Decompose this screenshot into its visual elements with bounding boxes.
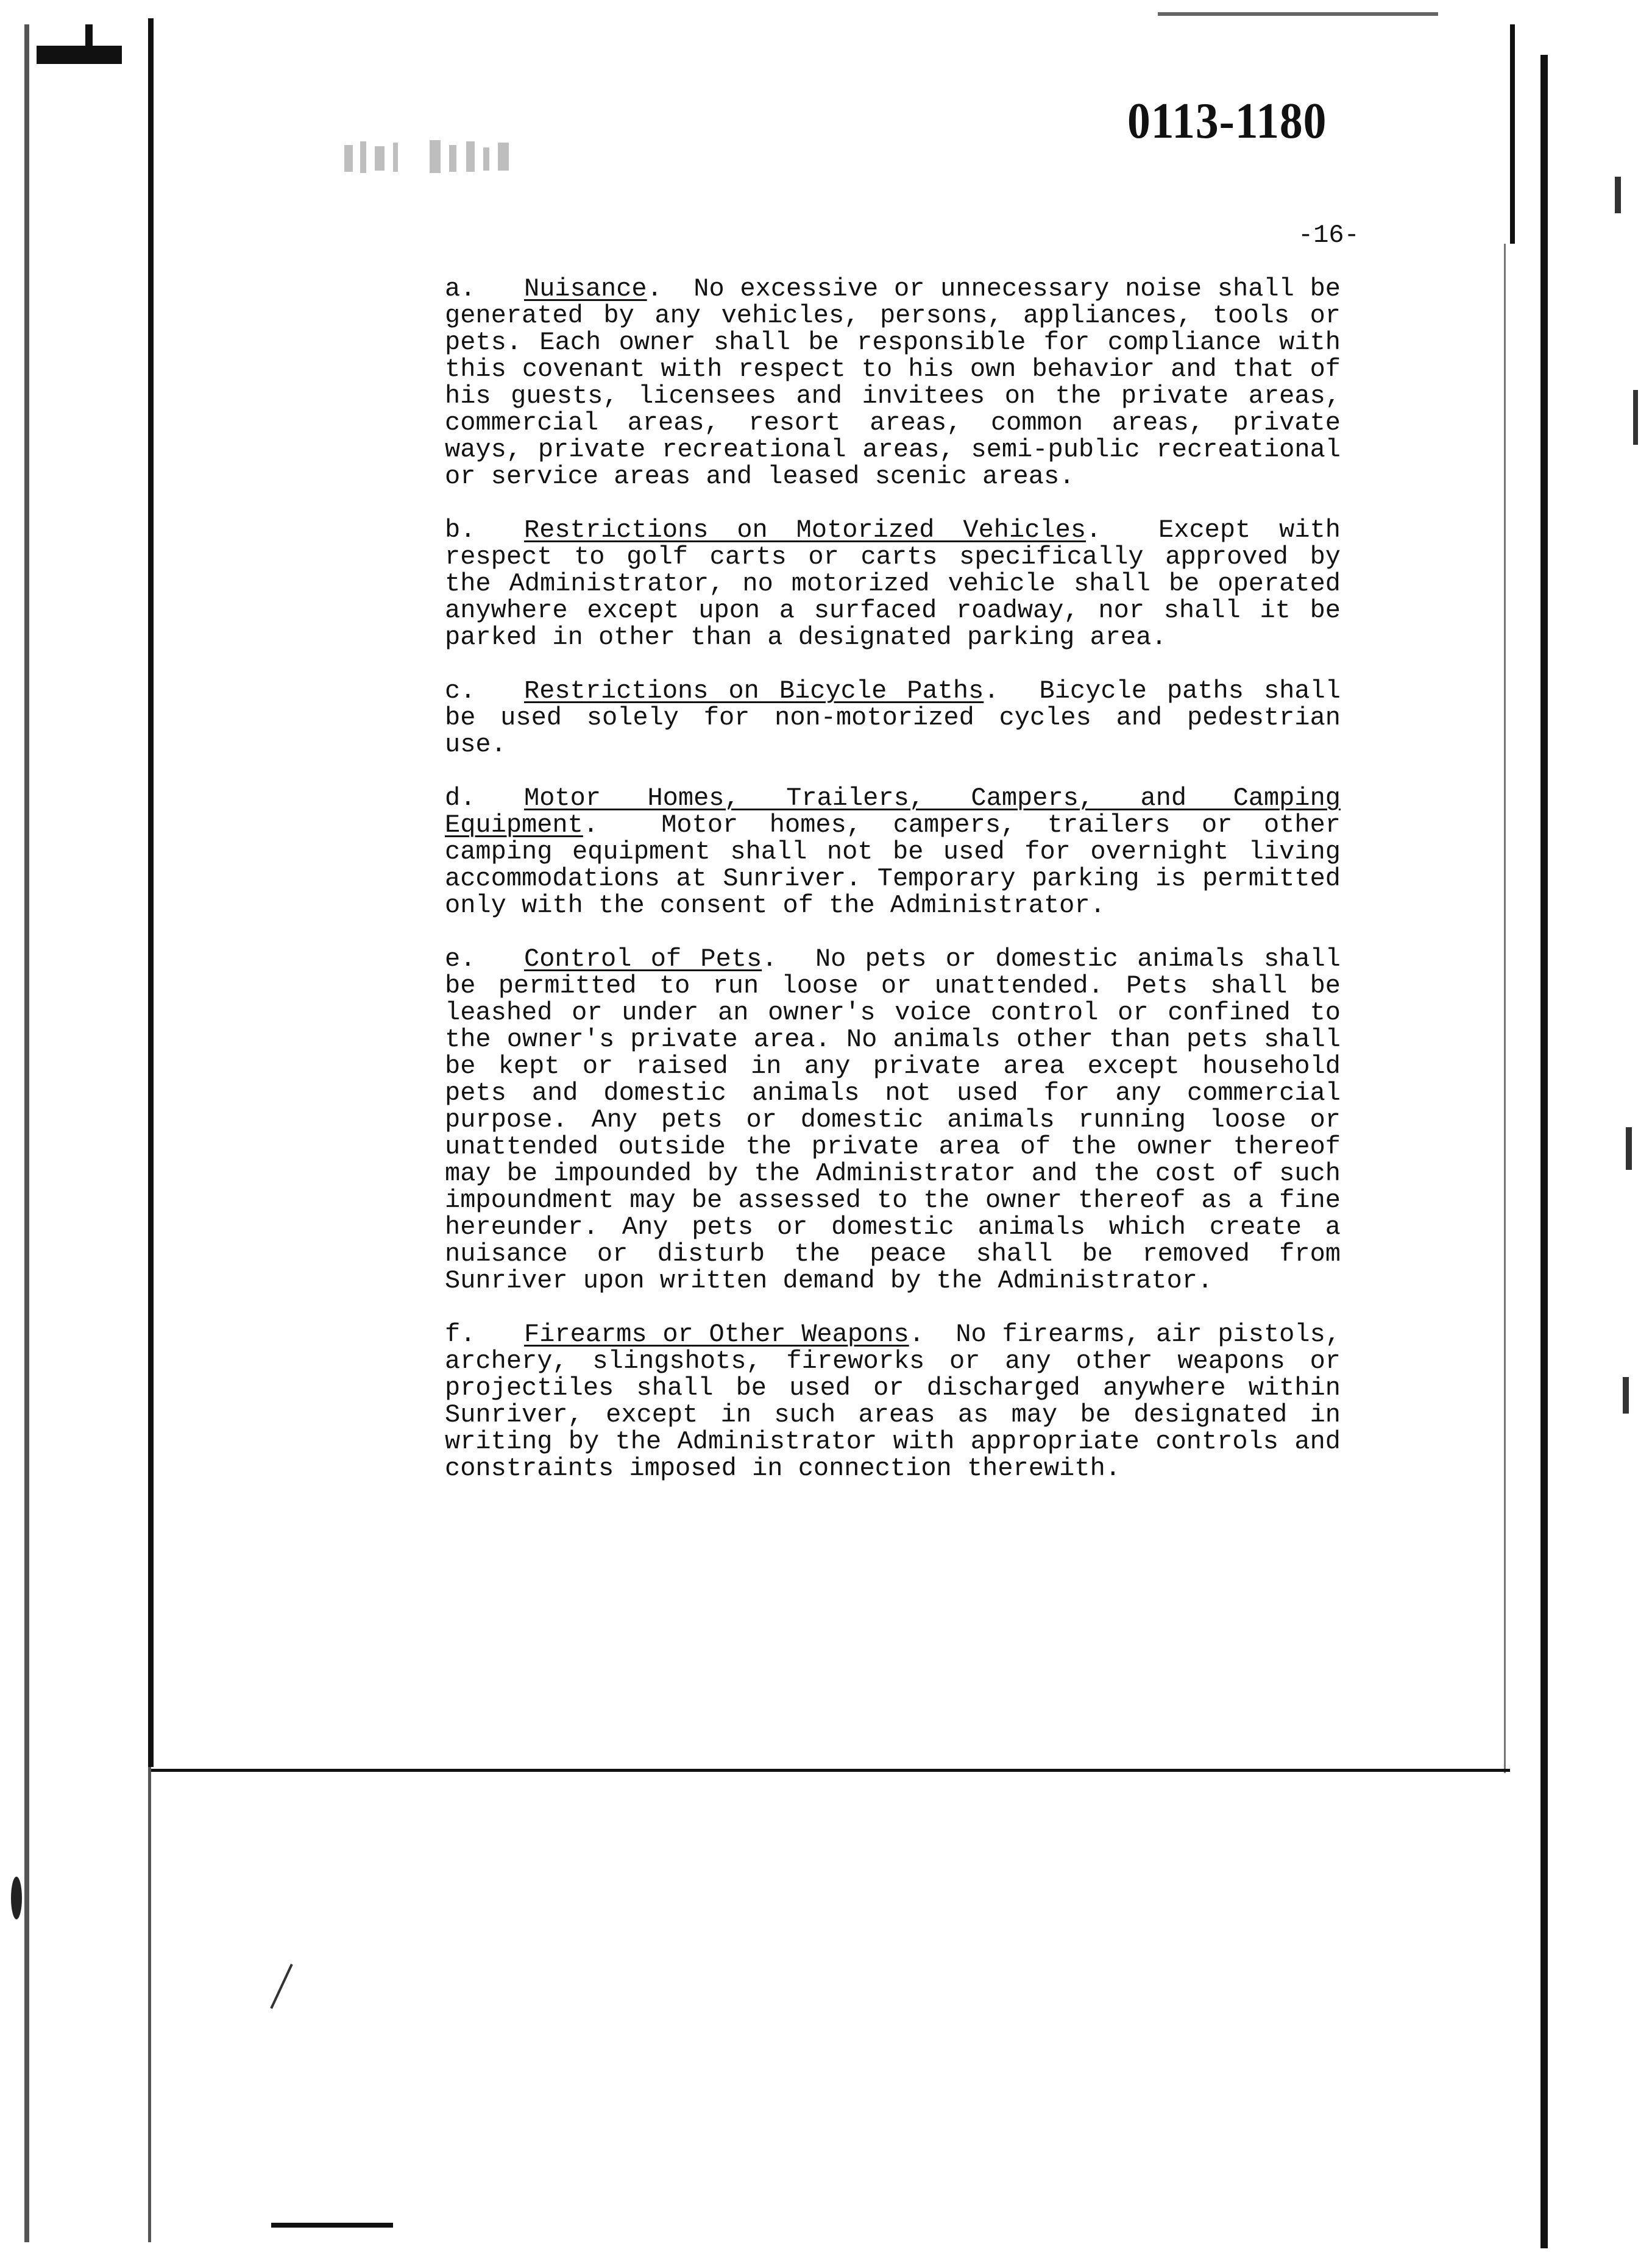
top-corner-mark [37, 46, 122, 64]
top-edge-line [1158, 12, 1438, 16]
paragraph-heading: Firearms or Other Weapons [524, 1320, 909, 1349]
paragraph-text: Except with respect to golf carts or carts specifically approved by the Administrator, no motorized vehicle shall be operated anywhere except upon a surfaced roadway, nor shall it be parked in other than a designated parking area. [445, 515, 1341, 652]
right-inner-border-lower [1504, 244, 1506, 1773]
paragraph-heading: Nuisance [524, 274, 647, 303]
paragraph-text: Bicycle paths shall be used solely for non-motorized cycles and pedestrian use. [445, 676, 1341, 759]
left-lower-border [148, 1767, 151, 2242]
paragraph-text: No firearms, air pistols, archery, slingshots, fireworks or any other weapons or projectiles shall be used or discharged anywhere within Sunriver, except in such areas as may be designated in writing by the Administrator with appropriate controls and constraints imposed in connection therewith. [445, 1320, 1341, 1483]
paragraph-letter: d. [445, 784, 476, 813]
paragraph-letter: b. [445, 515, 476, 545]
edge-speck [11, 1877, 22, 1919]
edge-speck [270, 1964, 292, 2009]
document-number: 0113-1180 [1127, 93, 1327, 149]
faded-stamp-mark [338, 134, 558, 183]
edge-speck [1615, 177, 1621, 213]
paragraph-text: No pets or domestic animals shall be permitted to run loose or unattended. Pets shall be leashed or under an owner's voice control or confined to the owner's private area. No animals other than pets shall be kept or raised in any private area except household pets and domestic animals not used for any commercial purpose. Any pets or domestic animals running loose or unattended outside the private area of the owner thereof may be impounded by the Administrator and the cost of such impoundment may be assessed to the owner thereof as a fine hereunder. Any pets or domestic animals which create a nuisance or disturb the peace shall be removed from Sunriver upon written demand by the Administrator. [445, 944, 1341, 1295]
paragraph-firearms: f. Firearms or Other Weapons. No firearms, air pistols, archery, slingshots, fireworks or any other weapons or projectiles shall be used or discharged anywhere within Sunriver, except in such areas as may be designated in writing by the Administrator with appropriate controls and constraints imposed in connection therewith. [445, 1320, 1341, 1483]
paragraph-motor-homes: d. Motor Homes, Trailers, Campers, and Camping Equipment. Motor homes, campers, trailers or other camping equipment shall not be used for overnight living accommodations at Sunriver. Temporary parking is permitted only with the consent of the Administrator. [445, 784, 1341, 920]
left-inner-border [148, 18, 154, 1767]
paragraph-motorized-vehicles: b. Restrictions on Motorized Vehicles. Except with respect to golf carts or carts specifically approved by the Administrator, no motorized vehicle shall be operated anywhere except upon a surfaced roadway, nor shall it be parked in other than a designated parking area. [445, 515, 1341, 652]
paragraph-heading: Restrictions on Motorized Vehicles [524, 515, 1087, 545]
bottom-edge-mark [271, 2223, 393, 2228]
edge-speck [1623, 1377, 1629, 1414]
right-outer-border [1540, 55, 1548, 2248]
paragraph-heading: Control of Pets [524, 944, 762, 974]
paragraph-control-of-pets: e. Control of Pets. No pets or domestic animals shall be permitted to run loose or unattended. Pets shall be leashed or under an owner's voice control or confined to the owner's private area. No animals other than pets shall be kept or raised in any private area except household pets and domestic animals not used for any commercial purpose. Any pets or domestic animals running loose or unattended outside the private area of the owner thereof may be impounded by the Administrator and the cost of such impoundment may be assessed to the owner thereof as a fine hereunder. Any pets or domestic animals which create a nuisance or disturb the peace shall be removed from Sunriver upon written demand by the Administrator. [445, 944, 1341, 1295]
document-body [445, 275, 1341, 1509]
paragraph-heading: Motor Homes, Trailers, Campers, and Camping Equipment [445, 784, 1341, 840]
paragraph-letter: a. [445, 274, 476, 303]
paragraph-text: No excessive or unnecessary noise shall be generated by any vehicles, persons, appliances, tools or pets. Each owner shall be responsible for compliance with this covenant with respect to his own behavior and that of his guests, licensees and invitees on the private areas, commercial areas, resort areas, common areas, private ways, private recreational areas, semi-public recreational or service areas and leased scenic areas. [445, 274, 1341, 491]
top-corner-mark-stem [85, 24, 93, 61]
paragraph-bicycle-paths: c. Restrictions on Bicycle Paths. Bicycle paths shall be used solely for non-motorized cycles and pedestrian use. [445, 676, 1341, 759]
paragraph-heading: Restrictions on Bicycle Paths [524, 676, 984, 706]
right-inner-border [1510, 24, 1515, 244]
paragraph-letter: e. [445, 944, 476, 974]
paragraph-letter: c. [445, 676, 476, 706]
page-number: -16- [1298, 221, 1360, 250]
paragraph-text: Motor homes, campers, trailers or other camping equipment shall not be used for overnight living accommodations at Sunriver. Temporary parking is permitted only with the consent of the Administrator. [445, 810, 1341, 920]
left-outer-border [24, 24, 29, 2242]
edge-speck [1626, 1127, 1632, 1170]
bottom-shadow-line [151, 1769, 1510, 1772]
paragraph-nuisance: a. Nuisance. No excessive or unnecessary noise shall be generated by any vehicles, persons, appliances, tools or pets. Each owner shall be responsible for compliance with this covenant with respect to his own behavior and that of his guests, licensees and invitees on the private areas, commercial areas, resort areas, common areas, private ways, private recreational areas, semi-public recreational or service areas and leased scenic areas. [445, 274, 1341, 491]
paragraph-letter: f. [445, 1320, 476, 1349]
edge-speck [1633, 390, 1638, 445]
